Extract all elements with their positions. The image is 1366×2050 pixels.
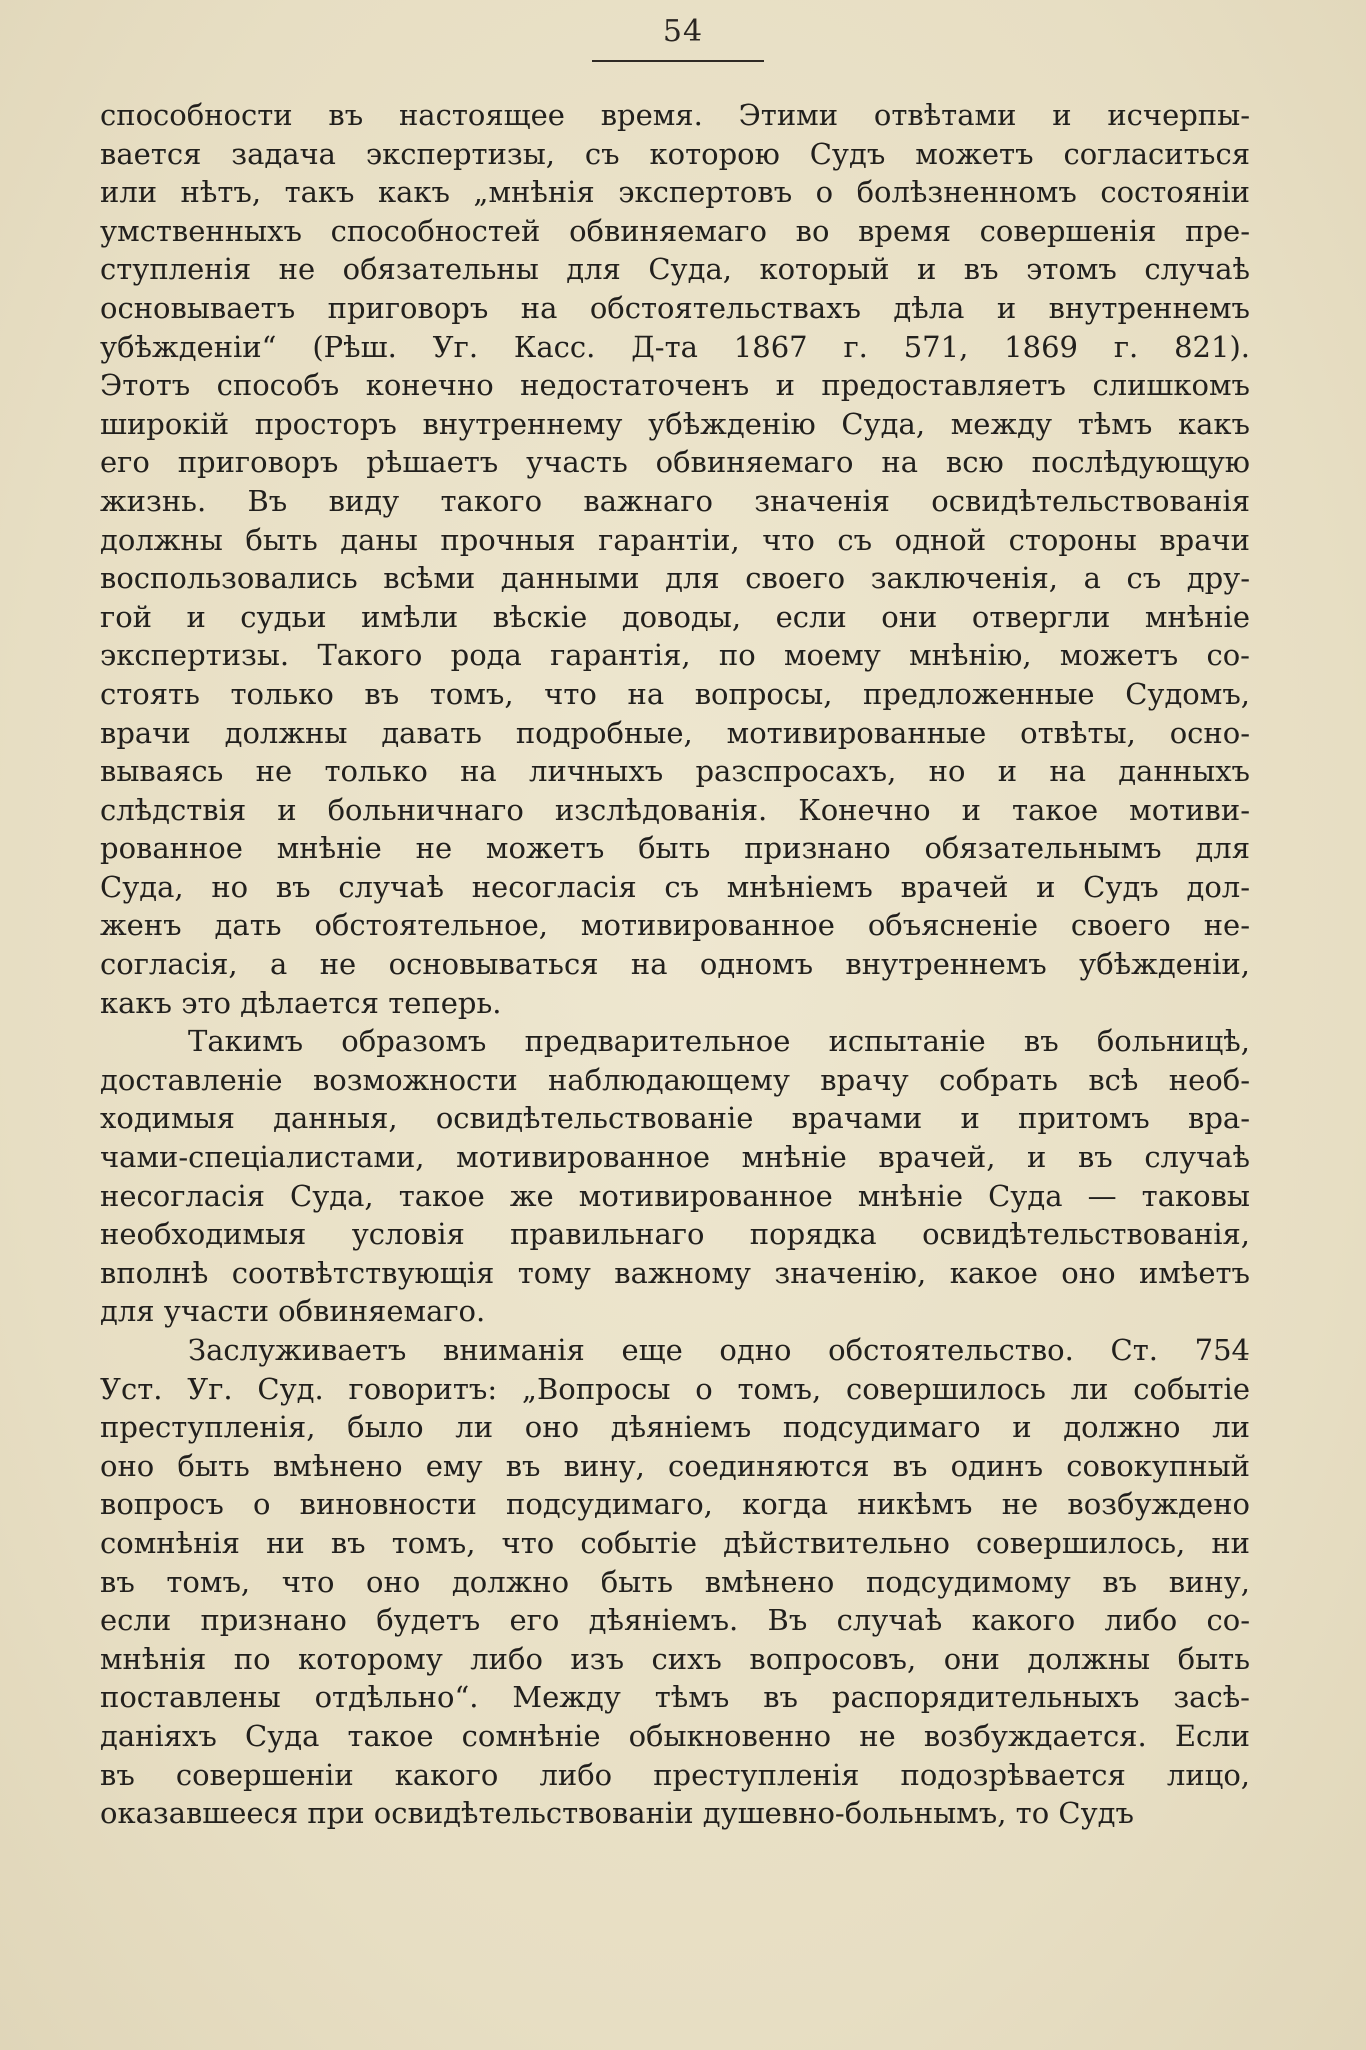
text-line: его приговоръ рѣшаетъ участь обвиняемаго на всю послѣдующую [100,445,1250,480]
text-line: способности въ настоящее время. Этими отвѣтами и исчерпы- [100,98,1250,132]
paragraph [100,96,1250,1022]
header-rule [592,60,764,62]
text-line: Этотъ способъ конечно недостаточенъ и предоставляетъ слишкомъ [100,368,1250,403]
text-line: женъ дать обстоятельное, мотивированное объясненіе своего не- [100,908,1250,943]
text-line: для участи обвиняемаго. [100,1294,486,1329]
text-line: вопросъ о виновности подсудимаго, когда никѣмъ не возбуждено [100,1487,1250,1522]
text-line: рованное мнѣніе не можетъ быть признано обязательнымъ для [100,831,1250,866]
text-line: экспертизы. Такого рода гарантія, по моему мнѣнію, можетъ со- [100,638,1250,673]
text-line: врачи должны давать подробные, мотивированные отвѣты, осно- [100,715,1250,750]
text-line: ходимыя данныя, освидѣтельствованіе врачами и притомъ вра- [100,1101,1250,1136]
text-line: поставлены отдѣльно“. Между тѣмъ въ распорядительныхъ засѣ- [100,1680,1250,1715]
text-line: или нѣтъ, такъ какъ „мнѣнія экспертовъ о болѣзненномъ состояніи [100,175,1250,210]
text-line: даніяхъ Суда такое сомнѣніе обыкновенно не возбуждается. Если [100,1718,1250,1753]
text-line: если признано будетъ его дѣяніемъ. Въ случаѣ какого либо со- [100,1603,1250,1638]
text-line: чами-спеціалистами, мотивированное мнѣніе врачей, и въ случаѣ [100,1140,1250,1175]
text-line: вполнѣ соотвѣтствующія тому важному значенію, какое оно имѣетъ [100,1255,1250,1290]
text-line: должны быть даны прочныя гарантіи, что съ одной стороны врачи [100,522,1250,557]
text-line: преступленія, было ли оно дѣяніемъ подсудимаго и должно ли [100,1410,1250,1445]
text-line: согласія, а не основываться на одномъ внутреннемъ убѣжденіи, [100,947,1250,982]
text-line: жизнь. Въ виду такого важнаго значенія освидѣтельствованія [100,483,1250,518]
text-line: гой и судьи имѣли вѣскіе доводы, если они отвергли мнѣніе [100,599,1250,634]
text-line: мнѣнія по которому либо изъ сихъ вопросовъ, они должны быть [100,1641,1250,1676]
text-line: широкій просторъ внутреннему убѣжденію Суда, между тѣмъ какъ [100,406,1250,441]
text-line: Суда, но въ случаѣ несогласія съ мнѣніемъ врачей и Судъ дол- [100,869,1250,904]
text-line: Такимъ образомъ предварительное испытаніе въ больницѣ, [188,1024,1250,1059]
page-number: 54 [662,14,704,49]
text-line: сомнѣнія ни въ томъ, что событіе дѣйствительно совершилось, ни [100,1525,1250,1560]
text-line: въ томъ, что оно должно быть вмѣнено подсудимому въ вину, [100,1564,1250,1599]
text-line: умственныхъ способностей обвиняемаго во время совершенія пре- [100,213,1250,248]
text-line: несогласія Суда, такое же мотивированное мнѣніе Суда — таковы [100,1178,1250,1213]
text-line: Заслуживаетъ вниманія еще одно обстоятельство. Ст. 754 [188,1333,1250,1367]
page-header [0,14,1366,49]
text-line: оказавшееся при освидѣтельствованіи душевно-больнымъ, то Судъ [100,1796,1134,1831]
text-line: необходимыя условія правильнаго порядка освидѣтельствованія, [100,1217,1250,1252]
text-line: въ совершеніи какого либо преступленія подозрѣвается лицо, [100,1757,1250,1792]
text-line: вываясь не только на личныхъ разспросахъ, но и на данныхъ [100,754,1250,789]
paragraph [100,1022,1250,1331]
text-line: слѣдствія и больничнаго изслѣдованія. Конечно и такое мотиви- [100,792,1250,827]
text-line: воспользовались всѣми данными для своего заключенія, а съ дру- [100,561,1250,596]
paragraph [100,1331,1250,1833]
body-text [100,96,1250,1833]
text-line: оно быть вмѣнено ему въ вину, соединяются въ одинъ совокупный [100,1448,1250,1483]
text-line: убѣжденіи“ (Рѣш. Уг. Касс. Д-та 1867 г. 571, 1869 г. 821). [100,329,1250,364]
text-line: доставленіе возможности наблюдающему врачу собрать всѣ необ- [100,1062,1250,1097]
text-line: стоять только въ томъ, что на вопросы, предложенные Судомъ, [100,676,1250,711]
text-line: вается задача экспертизы, съ которою Судъ можетъ согласиться [100,136,1250,171]
text-line: основываетъ приговоръ на обстоятельствахъ дѣла и внутреннемъ [100,290,1250,325]
text-line: Уст. Уг. Суд. говоритъ: „Вопросы о томъ, совершилось ли событіе [100,1371,1250,1406]
text-line: ступленія не обязательны для Суда, который и въ этомъ случаѣ [100,252,1250,287]
text-line: какъ это дѣлается теперь. [100,985,502,1020]
